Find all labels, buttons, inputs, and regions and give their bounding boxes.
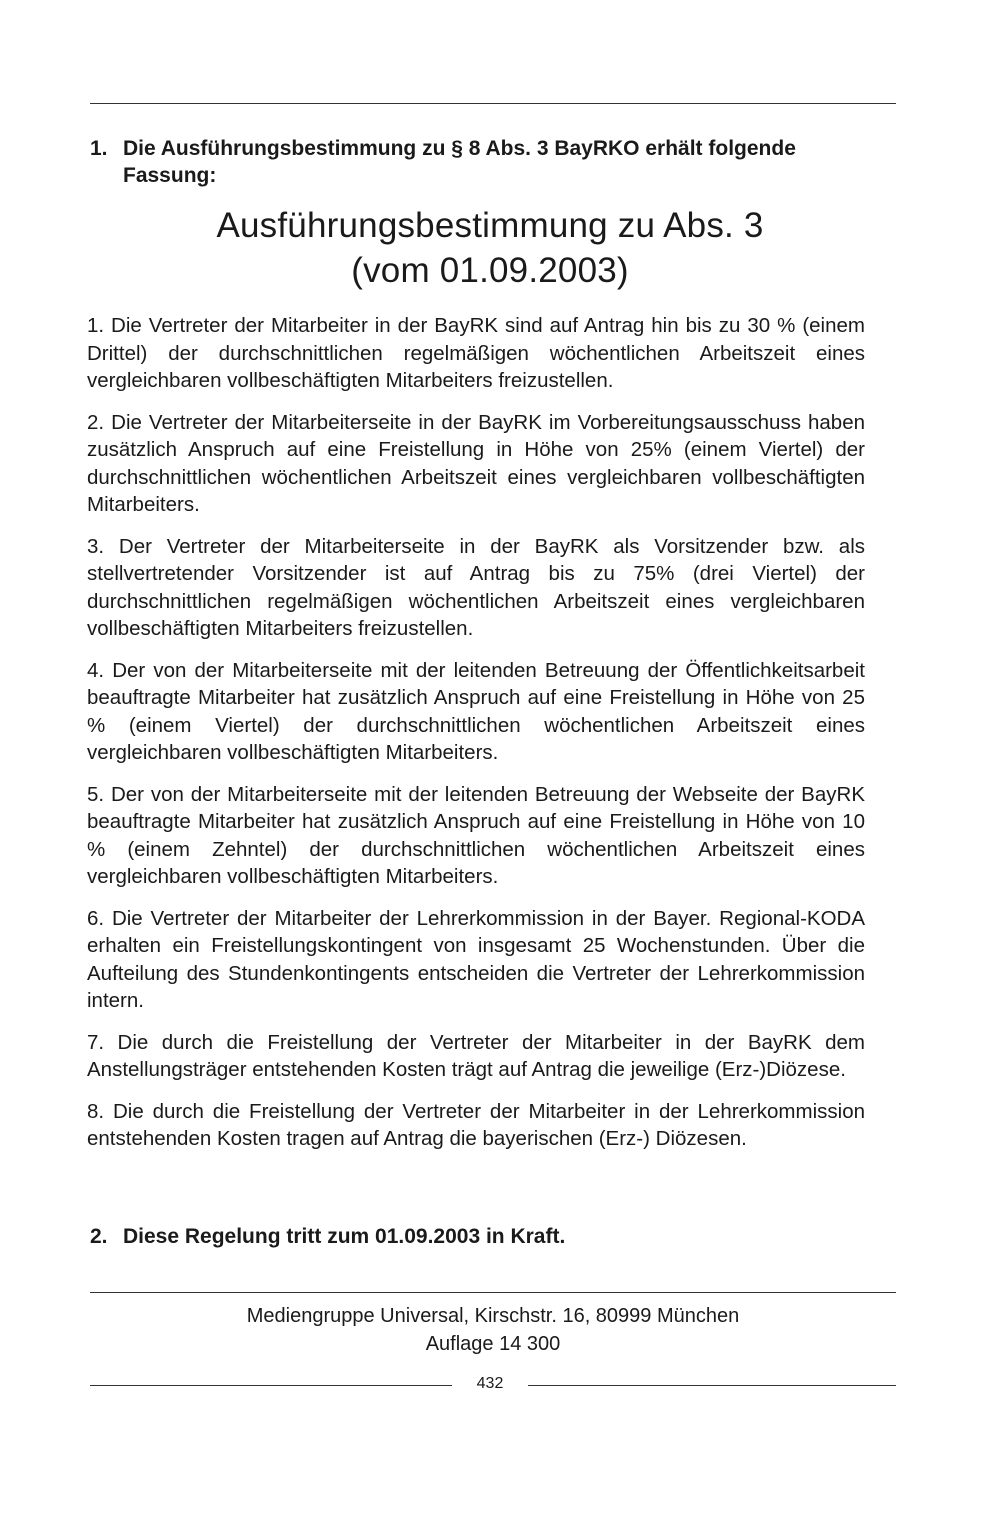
- provision-paragraph-1: 1. Die Vertreter der Mitarbeiter in der BayRK sind auf Antrag hin bis zu 30 % (einem Drittel) der durchschnittlichen regelmäßigen wöchentlichen Arbeitszeit eines vergleichbaren vollbeschäftigten Mitarbeiters freizustellen.: [87, 314, 865, 392]
- section-title: [90, 203, 890, 293]
- provision-paragraph-8: 8. Die durch die Freistellung der Vertreter der Mitarbeiter in der Lehrerkommission entstehenden Kosten tragen auf Antrag die bayerischen (Erz-) Diözesen.: [87, 1099, 865, 1150]
- section-title-line2: (vom 01.09.2003): [351, 251, 629, 290]
- provision-list: [87, 312, 865, 1167]
- publisher-footer: [90, 1302, 896, 1358]
- section-title-line1: Ausführungsbestimmung zu Abs. 3: [216, 206, 764, 245]
- intro-item-number: 1.: [90, 137, 108, 160]
- intro-item: [90, 135, 880, 189]
- bottom-divider: [90, 1292, 896, 1293]
- top-divider: [90, 103, 896, 104]
- final-item-text: Diese Regelung tritt zum 01.09.2003 in Kraft.: [123, 1225, 566, 1248]
- final-item: [90, 1223, 880, 1250]
- print-edition: Auflage 14 300: [425, 1333, 561, 1355]
- provision-paragraph-3: 3. Der Vertreter der Mitarbeiterseite in der BayRK als Vorsitzender bzw. als stellvertretender Vorsitzender ist auf Antrag bis zu 75% (drei Viertel) der durchschnittlichen regelmäßigen wöchentlichen Arbeitszeit eines vergleichbaren vollbeschäftigten Mitarbeiters freizustellen.: [87, 534, 865, 640]
- final-item-number: 2.: [90, 1225, 108, 1248]
- provision-paragraph-6: 6. Die Vertreter der Mitarbeiter der Lehrerkommission in der Bayer. Regional-KODA erhalten ein Freistellungskontingent von insgesamt 25 Wochenstunden. Über die Aufteilung des Stundenkontingents entscheiden die Vertreter der Lehrerkommission intern.: [87, 906, 865, 1012]
- intro-item-text: Die Ausführungsbestimmung zu § 8 Abs. 3 BayRKO erhält folgende Fassung:: [123, 137, 796, 187]
- provision-paragraph-2: 2. Die Vertreter der Mitarbeiterseite in der BayRK im Vorbereitungsausschuss haben zusätzlich Anspruch auf eine Freistellung in Höhe von 25% (einem Viertel) der durchschnittlichen wöchentlichen Arbeitszeit eines vergleichbaren vollbeschäftigten Mitarbeiters.: [87, 410, 865, 516]
- provision-paragraph-4: 4. Der von der Mitarbeiterseite mit der leitenden Betreuung der Öffentlichkeitsarbeit beauftragte Mitarbeiter hat zusätzlich Anspruch auf eine Freistellung in Höhe von 25 % (einem Viertel) der durchschnittlichen wöchentlichen Arbeitszeit eines vergleichbaren vollbeschäftigten Mitarbeiters.: [87, 658, 865, 764]
- page-number: 432: [476, 1375, 504, 1392]
- provision-paragraph-5: 5. Der von der Mitarbeiterseite mit der leitenden Betreuung der Webseite der BayRK beauftragte Mitarbeiter hat zusätzlich Anspruch auf eine Freistellung in Höhe von 10 % (einem Zehntel) der durchschnittlichen wöchentlichen Arbeitszeit eines vergleichbaren vollbeschäftigten Mitarbeiters.: [87, 782, 865, 888]
- publisher-address: Mediengruppe Universal, Kirschstr. 16, 80999 München: [246, 1305, 740, 1327]
- page-number-right-rule: [528, 1385, 896, 1386]
- provision-paragraph-7: 7. Die durch die Freistellung der Vertreter der Mitarbeiter in der BayRK dem Anstellungsträger entstehenden Kosten trägt auf Antrag die jeweilige (Erz-)Diözese.: [87, 1030, 865, 1081]
- page-number-left-rule: [90, 1385, 452, 1386]
